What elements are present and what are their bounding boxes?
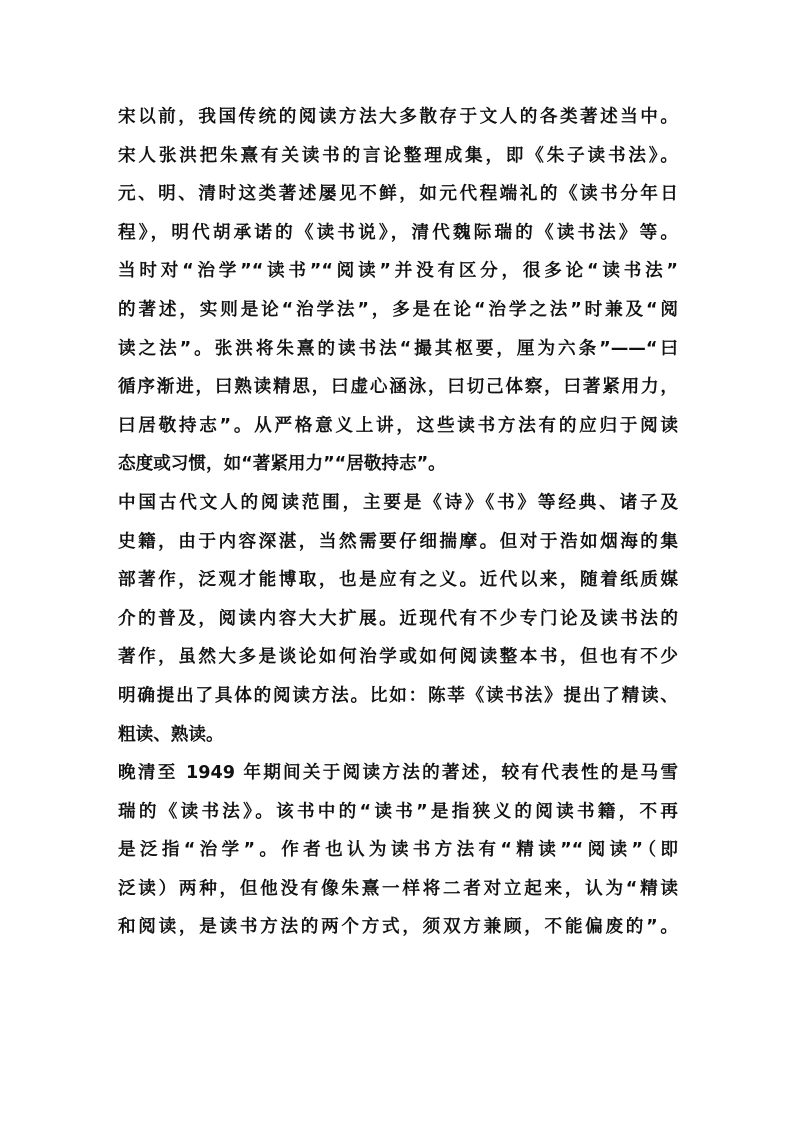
text-line: 读之法”。张洪将朱熹的读书法“撮其枢要，厘为六条”——“曰 bbox=[118, 338, 678, 359]
text-line: 部著作，泛观才能博取，也是应有之义。近代以来，随着纸质媒 bbox=[118, 570, 678, 591]
text-line: 晚清至 1949 年期间关于阅读方法的著述，较有代表性的是马雪 bbox=[118, 763, 678, 784]
text-line: 著作，虽然大多是谈论如何治学或如何阅读整本书，但也有不少 bbox=[118, 647, 678, 668]
text-line: 程》，明代胡承诺的《读书说》，清代魏际瑞的《读书法》等。 bbox=[118, 222, 678, 243]
document-page bbox=[118, 98, 678, 947]
text-line: 当时对“治学”“读书”“阅读”并没有区分，很多论“读书法” bbox=[118, 261, 678, 282]
text-line: 的著述，实则是论“治学法”，多是在论“治学之法”时兼及“阅 bbox=[118, 299, 678, 320]
text-line: 是泛指“治学”。作者也认为读书方法有“精读”“阅读”（即 bbox=[118, 840, 678, 861]
text-line: 瑞的《读书法》。该书中的“读书”是指狭义的阅读书籍，不再 bbox=[118, 801, 678, 822]
text-line: 粗读、熟读。 bbox=[118, 724, 224, 745]
text-line: 宋人张洪把朱熹有关读书的言论整理成集，即《朱子读书法》。 bbox=[118, 145, 678, 166]
text-line: 和阅读，是读书方法的两个方式，须双方兼顾，不能偏废的”。 bbox=[118, 917, 678, 938]
text-line: 明确提出了具体的阅读方法。比如：陈莘《读书法》提出了精读、 bbox=[118, 685, 678, 706]
text-line: 介的普及，阅读内容大大扩展。近现代有不少专门论及读书法的 bbox=[118, 608, 678, 629]
text-line: 曰居敬持志”。从严格意义上讲，这些读书方法有的应归于阅读 bbox=[118, 415, 678, 436]
text-line: 中国古代文人的阅读范围，主要是《诗》《书》等经典、诸子及 bbox=[118, 492, 678, 513]
text-line: 泛读）两种，但他没有像朱熹一样将二者对立起来，认为“精读 bbox=[118, 878, 678, 899]
text-line: 元、明、清时这类著述屡见不鲜，如元代程端礼的《读书分年日 bbox=[118, 184, 678, 205]
text-line: 史籍，由于内容深湛，当然需要仔细揣摩。但对于浩如烟海的集 bbox=[118, 531, 678, 552]
text-line: 态度或习惯，如“著紧用力”“居敬持志”。 bbox=[118, 454, 446, 475]
text-line: 宋以前，我国传统的阅读方法大多散存于文人的各类著述当中。 bbox=[118, 107, 678, 127]
text-line: 循序渐进，曰熟读精思，曰虚心涵泳，曰切己体察，曰著紧用力， bbox=[118, 377, 678, 398]
